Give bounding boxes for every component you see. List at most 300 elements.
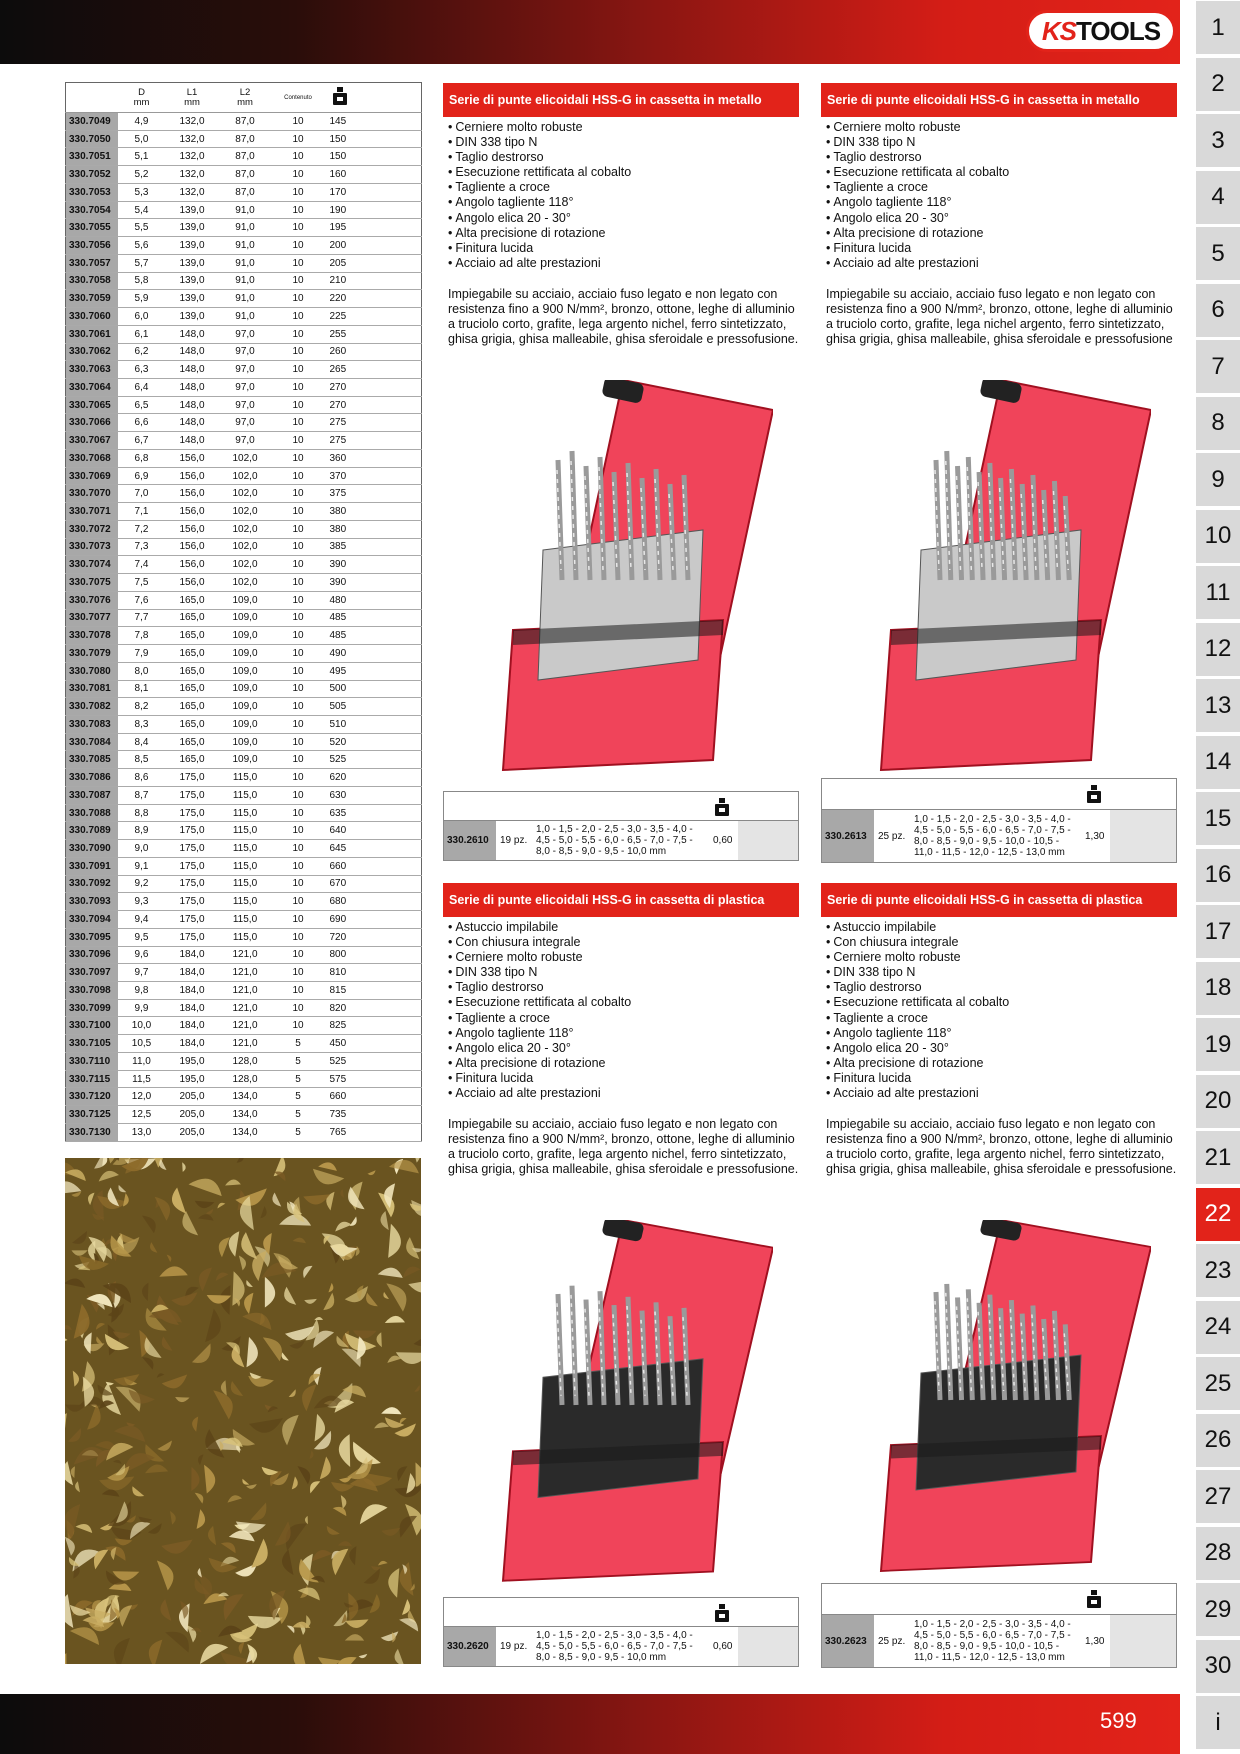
blank [355,361,422,379]
content-qty: 10 [272,911,325,929]
chapter-tab-13[interactable]: 13 [1196,679,1240,732]
content-qty: 10 [272,733,325,751]
blank [355,1052,422,1070]
table-row [66,485,422,503]
product-description: Impiegabile su acciaio, acciaio fuso legato e non legato con resistenza fino a 900 N/mm², bronzo, ottone, leghe di alluminio a truciolo corto, grafite, lega argento nichel, ferro sintetizzato, ghisa grigia, ghisa malleabile, ghisa sferoidale e pressofusione. [448,1117,799,1176]
weight: 670 [325,875,355,893]
feature-item: • DIN 338 tipo N [448,135,799,150]
content-qty: 10 [272,449,325,467]
diameter: 9,3 [118,893,166,911]
chapter-tab-12[interactable]: 12 [1196,623,1240,676]
chapter-tab-2[interactable]: 2 [1196,58,1240,111]
diameter: 6,5 [118,396,166,414]
blank [355,981,422,999]
chapter-tab-14[interactable]: 14 [1196,736,1240,789]
diameter: 7,5 [118,574,166,592]
table-row [66,981,422,999]
diameter: 9,0 [118,840,166,858]
blank [355,237,422,255]
feature-item: • Tagliente a croce [448,180,799,195]
length-l2: 102,0 [219,520,272,538]
content-qty: 10 [272,396,325,414]
piece-count: 25 pz. [878,830,906,842]
length-l1: 132,0 [166,113,219,131]
chapter-tab-3[interactable]: 3 [1196,114,1240,167]
feature-item: • Alta precisione di rotazione [826,226,1177,241]
product-description: Impiegabile su acciaio, acciaio fuso legato e non legato con resistenza fino a 900 N/mm², bronzo, ottone, leghe di alluminio a truciolo corto, grafite, lega nichel argento, ferro sintetizzato, ghisa grigia, ghisa malleabile, ghisa sferoidale e pressofusione [826,287,1173,346]
content-qty: 10 [272,981,325,999]
length-l2: 87,0 [219,166,272,184]
spec-table [65,82,422,1142]
blank [355,201,422,219]
length-l2: 115,0 [219,875,272,893]
chapter-tab-28[interactable]: 28 [1196,1527,1240,1580]
table-row [66,999,422,1017]
header-d: D mm [118,83,166,113]
article-number: 330.7125 [66,1106,118,1124]
article-number: 330.7059 [66,290,118,308]
weight: 270 [325,379,355,397]
content-qty: 10 [272,680,325,698]
footer-bar [0,1694,1180,1754]
feature-item: • Angolo elica 20 - 30° [448,1041,799,1056]
chapter-tab-20[interactable]: 20 [1196,1075,1240,1128]
weight: 660 [325,857,355,875]
length-l2: 115,0 [219,786,272,804]
table-row [66,325,422,343]
content-qty: 10 [272,591,325,609]
weight: 815 [325,981,355,999]
length-l1: 139,0 [166,254,219,272]
length-l1: 156,0 [166,467,219,485]
article-number: 330.7084 [66,733,118,751]
chapter-tab-9[interactable]: 9 [1196,453,1240,506]
weight: 680 [325,893,355,911]
blank [355,183,422,201]
chapter-tab-7[interactable]: 7 [1196,340,1240,393]
length-l1: 156,0 [166,556,219,574]
length-l2: 115,0 [219,804,272,822]
weight: 765 [325,1123,355,1141]
diameter: 6,6 [118,414,166,432]
length-l2: 115,0 [219,769,272,787]
diameter: 7,4 [118,556,166,574]
diameter: 5,8 [118,272,166,290]
spec-header-row [66,83,422,113]
length-l2: 115,0 [219,822,272,840]
chapter-tab-29[interactable]: 29 [1196,1583,1240,1636]
table-row [66,538,422,556]
diameter: 11,5 [118,1070,166,1088]
weight: 520 [325,733,355,751]
length-l1: 165,0 [166,662,219,680]
table-row [66,1070,422,1088]
length-l1: 148,0 [166,343,219,361]
feature-item: • Tagliente a croce [826,1011,1177,1026]
chapter-tab-6[interactable]: 6 [1196,284,1240,337]
length-l1: 148,0 [166,414,219,432]
weight: 480 [325,591,355,609]
product-title: Serie di punte elicoidali HSS-G in cassetta di plastica [443,883,799,917]
weight: 635 [325,804,355,822]
diameter: 9,7 [118,964,166,982]
length-l1: 165,0 [166,645,219,663]
article-number: 330.7055 [66,219,118,237]
content-qty: 10 [272,308,325,326]
weight: 485 [325,627,355,645]
content-qty: 10 [272,609,325,627]
diameter: 8,1 [118,680,166,698]
length-l2: 128,0 [219,1070,272,1088]
table-row [66,449,422,467]
article-number: 330.7086 [66,769,118,787]
table-row [66,1052,422,1070]
length-l1: 156,0 [166,449,219,467]
content-qty: 10 [272,183,325,201]
length-l1: 156,0 [166,538,219,556]
feature-item: • Esecuzione rettificata al cobalto [448,165,799,180]
diameter: 6,3 [118,361,166,379]
article-number: 330.7069 [66,467,118,485]
weight-icon [332,87,348,105]
table-row [66,148,422,166]
table-row [66,361,422,379]
chapter-tab-1[interactable]: 1 [1196,1,1240,54]
feature-item: • Acciaio ad alte prestazioni [448,1086,799,1101]
weight: 500 [325,680,355,698]
spec-box-header [444,792,798,821]
blank [355,893,422,911]
weight: 450 [325,1035,355,1053]
article-number: 330.7091 [66,857,118,875]
article-number: 330.7077 [66,609,118,627]
length-l1: 184,0 [166,946,219,964]
feature-item: • Astuccio impilabile [826,920,1177,935]
chapter-tab-24[interactable]: 24 [1196,1301,1240,1354]
table-row [66,875,422,893]
weight: 220 [325,290,355,308]
blank [355,928,422,946]
drill-sizes: 1,0 - 1,5 - 2,0 - 2,5 - 3,0 - 3,5 - 4,0 - 4,5 - 5,0 - 5,5 - 6,0 - 6,5 - 7,0 - 7,5 - 8,0 - 8,5 - 9,0 - 9,5 - 10,0 - 10,5 - 11,0 - 11,5 - 12,0 - 12,5 - 13,0 mm [914,814,1071,858]
weight: 510 [325,715,355,733]
content-qty: 10 [272,467,325,485]
content-qty: 10 [272,840,325,858]
blank [355,715,422,733]
table-row [66,113,422,131]
table-row [66,130,422,148]
content-qty: 10 [272,148,325,166]
length-l1: 132,0 [166,166,219,184]
feature-item: • Angolo elica 20 - 30° [448,211,799,226]
article-number: 330.2610 [444,821,496,860]
content-qty: 10 [272,290,325,308]
table-row [66,308,422,326]
weight: 640 [325,822,355,840]
content-qty: 10 [272,1017,325,1035]
article-number: 330.7076 [66,591,118,609]
feature-list [826,920,1177,1101]
chapter-tab-15[interactable]: 15 [1196,792,1240,845]
chapter-tab-17[interactable]: 17 [1196,905,1240,958]
blank [355,786,422,804]
blank [355,627,422,645]
blank [355,219,422,237]
length-l1: 175,0 [166,911,219,929]
spec-box-row [822,1615,1176,1667]
length-l1: 165,0 [166,627,219,645]
content-qty: 5 [272,1052,325,1070]
weight: 660 [325,1088,355,1106]
feature-item: • Taglio destrorso [448,150,799,165]
article-number: 330.7094 [66,911,118,929]
diameter: 7,9 [118,645,166,663]
table-row [66,928,422,946]
table-row [66,290,422,308]
length-l2: 121,0 [219,1035,272,1053]
table-row [66,166,422,184]
spec-box-header [444,1598,798,1627]
feature-item: • Esecuzione rettificata al cobalto [826,165,1177,180]
article-number: 330.7057 [66,254,118,272]
diameter: 10,5 [118,1035,166,1053]
logo-ks-text: KS [1041,15,1077,46]
article-number: 330.7052 [66,166,118,184]
feature-item: • Taglio destrorso [448,980,799,995]
length-l1: 184,0 [166,1035,219,1053]
blank [355,591,422,609]
length-l1: 139,0 [166,237,219,255]
diameter: 11,0 [118,1052,166,1070]
header-article [66,83,118,113]
weight: 720 [325,928,355,946]
weight: 260 [325,343,355,361]
feature-item: • DIN 338 tipo N [826,965,1177,980]
feature-list [448,120,799,271]
weight: 370 [325,467,355,485]
length-l1: 132,0 [166,183,219,201]
content-qty: 10 [272,379,325,397]
weight: 145 [325,113,355,131]
diameter: 5,0 [118,130,166,148]
length-l2: 87,0 [219,183,272,201]
length-l1: 175,0 [166,822,219,840]
content-qty: 10 [272,520,325,538]
length-l1: 184,0 [166,999,219,1017]
blank [355,148,422,166]
weight: 645 [325,840,355,858]
spec-box-row [822,810,1176,862]
length-l1: 175,0 [166,857,219,875]
table-row [66,840,422,858]
weight: 505 [325,698,355,716]
article-number: 330.7061 [66,325,118,343]
blank [355,396,422,414]
article-number: 330.7056 [66,237,118,255]
diameter: 5,6 [118,237,166,255]
blank [355,822,422,840]
weight: 620 [325,769,355,787]
length-l2: 97,0 [219,361,272,379]
weight: 270 [325,396,355,414]
diameter: 10,0 [118,1017,166,1035]
weight: 265 [325,361,355,379]
table-row [66,503,422,521]
length-l2: 128,0 [219,1052,272,1070]
chapter-tab-8[interactable]: 8 [1196,397,1240,450]
weight: 385 [325,538,355,556]
length-l1: 205,0 [166,1123,219,1141]
length-l2: 97,0 [219,414,272,432]
chapter-tab-18[interactable]: 18 [1196,962,1240,1015]
length-l2: 115,0 [219,911,272,929]
weight: 735 [325,1106,355,1124]
header-blank [355,83,422,113]
chapter-tab-26[interactable]: 26 [1196,1414,1240,1467]
weight: 525 [325,751,355,769]
chapter-tab-19[interactable]: 19 [1196,1018,1240,1071]
diameter: 6,7 [118,432,166,450]
chapter-tab-25[interactable]: 25 [1196,1357,1240,1410]
table-row [66,1123,422,1141]
feature-item: • Finitura lucida [826,1071,1177,1086]
article-number: 330.7064 [66,379,118,397]
blank [355,751,422,769]
drill-case-image [851,1220,1151,1580]
diameter: 13,0 [118,1123,166,1141]
blank [355,272,422,290]
length-l2: 134,0 [219,1123,272,1141]
article-number: 330.7095 [66,928,118,946]
blank [355,449,422,467]
drill-case-image [473,1220,773,1590]
feature-item: • Alta precisione di rotazione [826,1056,1177,1071]
chapter-tab-5[interactable]: 5 [1196,227,1240,280]
diameter: 8,3 [118,715,166,733]
article-number: 330.7066 [66,414,118,432]
length-l2: 121,0 [219,964,272,982]
chapter-tab-4[interactable]: 4 [1196,171,1240,224]
length-l1: 148,0 [166,432,219,450]
diameter: 7,0 [118,485,166,503]
table-row [66,733,422,751]
length-l2: 109,0 [219,627,272,645]
article-number: 330.7083 [66,715,118,733]
content-qty: 10 [272,166,325,184]
table-row [66,804,422,822]
blank [355,432,422,450]
length-l2: 102,0 [219,574,272,592]
spec-box-row [444,1627,798,1666]
diameter: 12,5 [118,1106,166,1124]
feature-item: • Alta precisione di rotazione [448,226,799,241]
length-l2: 109,0 [219,733,272,751]
chapter-tab-22[interactable]: 22 [1196,1188,1240,1241]
length-l1: 184,0 [166,1017,219,1035]
chapter-tab-23[interactable]: 23 [1196,1244,1240,1297]
weight: 820 [325,999,355,1017]
length-l1: 184,0 [166,981,219,999]
chapter-tab-i[interactable]: i [1196,1696,1240,1749]
content-qty: 10 [272,254,325,272]
blank [355,857,422,875]
table-row [66,467,422,485]
feature-item: • Finitura lucida [448,241,799,256]
blank [355,999,422,1017]
article-number: 330.7078 [66,627,118,645]
diameter: 7,8 [118,627,166,645]
article-number: 330.7071 [66,503,118,521]
chapter-tab-30[interactable]: 30 [1196,1640,1240,1693]
chapter-tab-16[interactable]: 16 [1196,849,1240,902]
page-number: 599 [1100,1708,1137,1733]
length-l1: 132,0 [166,130,219,148]
content-qty: 10 [272,769,325,787]
diameter: 9,8 [118,981,166,999]
length-l2: 102,0 [219,467,272,485]
table-row [66,893,422,911]
content-qty: 10 [272,698,325,716]
length-l2: 109,0 [219,591,272,609]
length-l2: 91,0 [219,237,272,255]
chapter-tab-27[interactable]: 27 [1196,1470,1240,1523]
weight: 630 [325,786,355,804]
blank [355,875,422,893]
content-qty: 5 [272,1070,325,1088]
article-number: 330.2623 [822,1615,874,1667]
feature-item: • DIN 338 tipo N [826,135,1177,150]
header-content: Contenuto [272,83,325,113]
length-l2: 115,0 [219,928,272,946]
feature-item: • Alta precisione di rotazione [448,1056,799,1071]
table-row [66,183,422,201]
spec-box-row [444,821,798,860]
header-bar [0,0,1180,64]
length-l2: 91,0 [219,254,272,272]
blank [355,698,422,716]
spec-box-header [822,779,1176,810]
article-number: 330.7087 [66,786,118,804]
blank [355,804,422,822]
chapter-tab-10[interactable]: 10 [1196,510,1240,563]
length-l1: 165,0 [166,751,219,769]
table-row [66,698,422,716]
length-l1: 175,0 [166,804,219,822]
chapter-tab-11[interactable]: 11 [1196,566,1240,619]
weight-value: 0,60 [713,1641,733,1652]
blank [355,911,422,929]
content-qty: 10 [272,751,325,769]
blank [355,379,422,397]
blank [355,609,422,627]
article-number: 330.7058 [66,272,118,290]
length-l2: 102,0 [219,556,272,574]
blank [355,343,422,361]
chapter-tab-21[interactable]: 21 [1196,1131,1240,1184]
diameter: 9,5 [118,928,166,946]
feature-item: • Angolo tagliente 118° [448,1026,799,1041]
content-qty: 10 [272,503,325,521]
table-row [66,343,422,361]
article-number: 330.7115 [66,1070,118,1088]
weight: 210 [325,272,355,290]
diameter: 7,6 [118,591,166,609]
length-l2: 134,0 [219,1106,272,1124]
diameter: 5,2 [118,166,166,184]
ks-tools-logo [1026,10,1176,52]
diameter: 9,2 [118,875,166,893]
product-spec-box [821,778,1177,863]
content-qty: 10 [272,645,325,663]
